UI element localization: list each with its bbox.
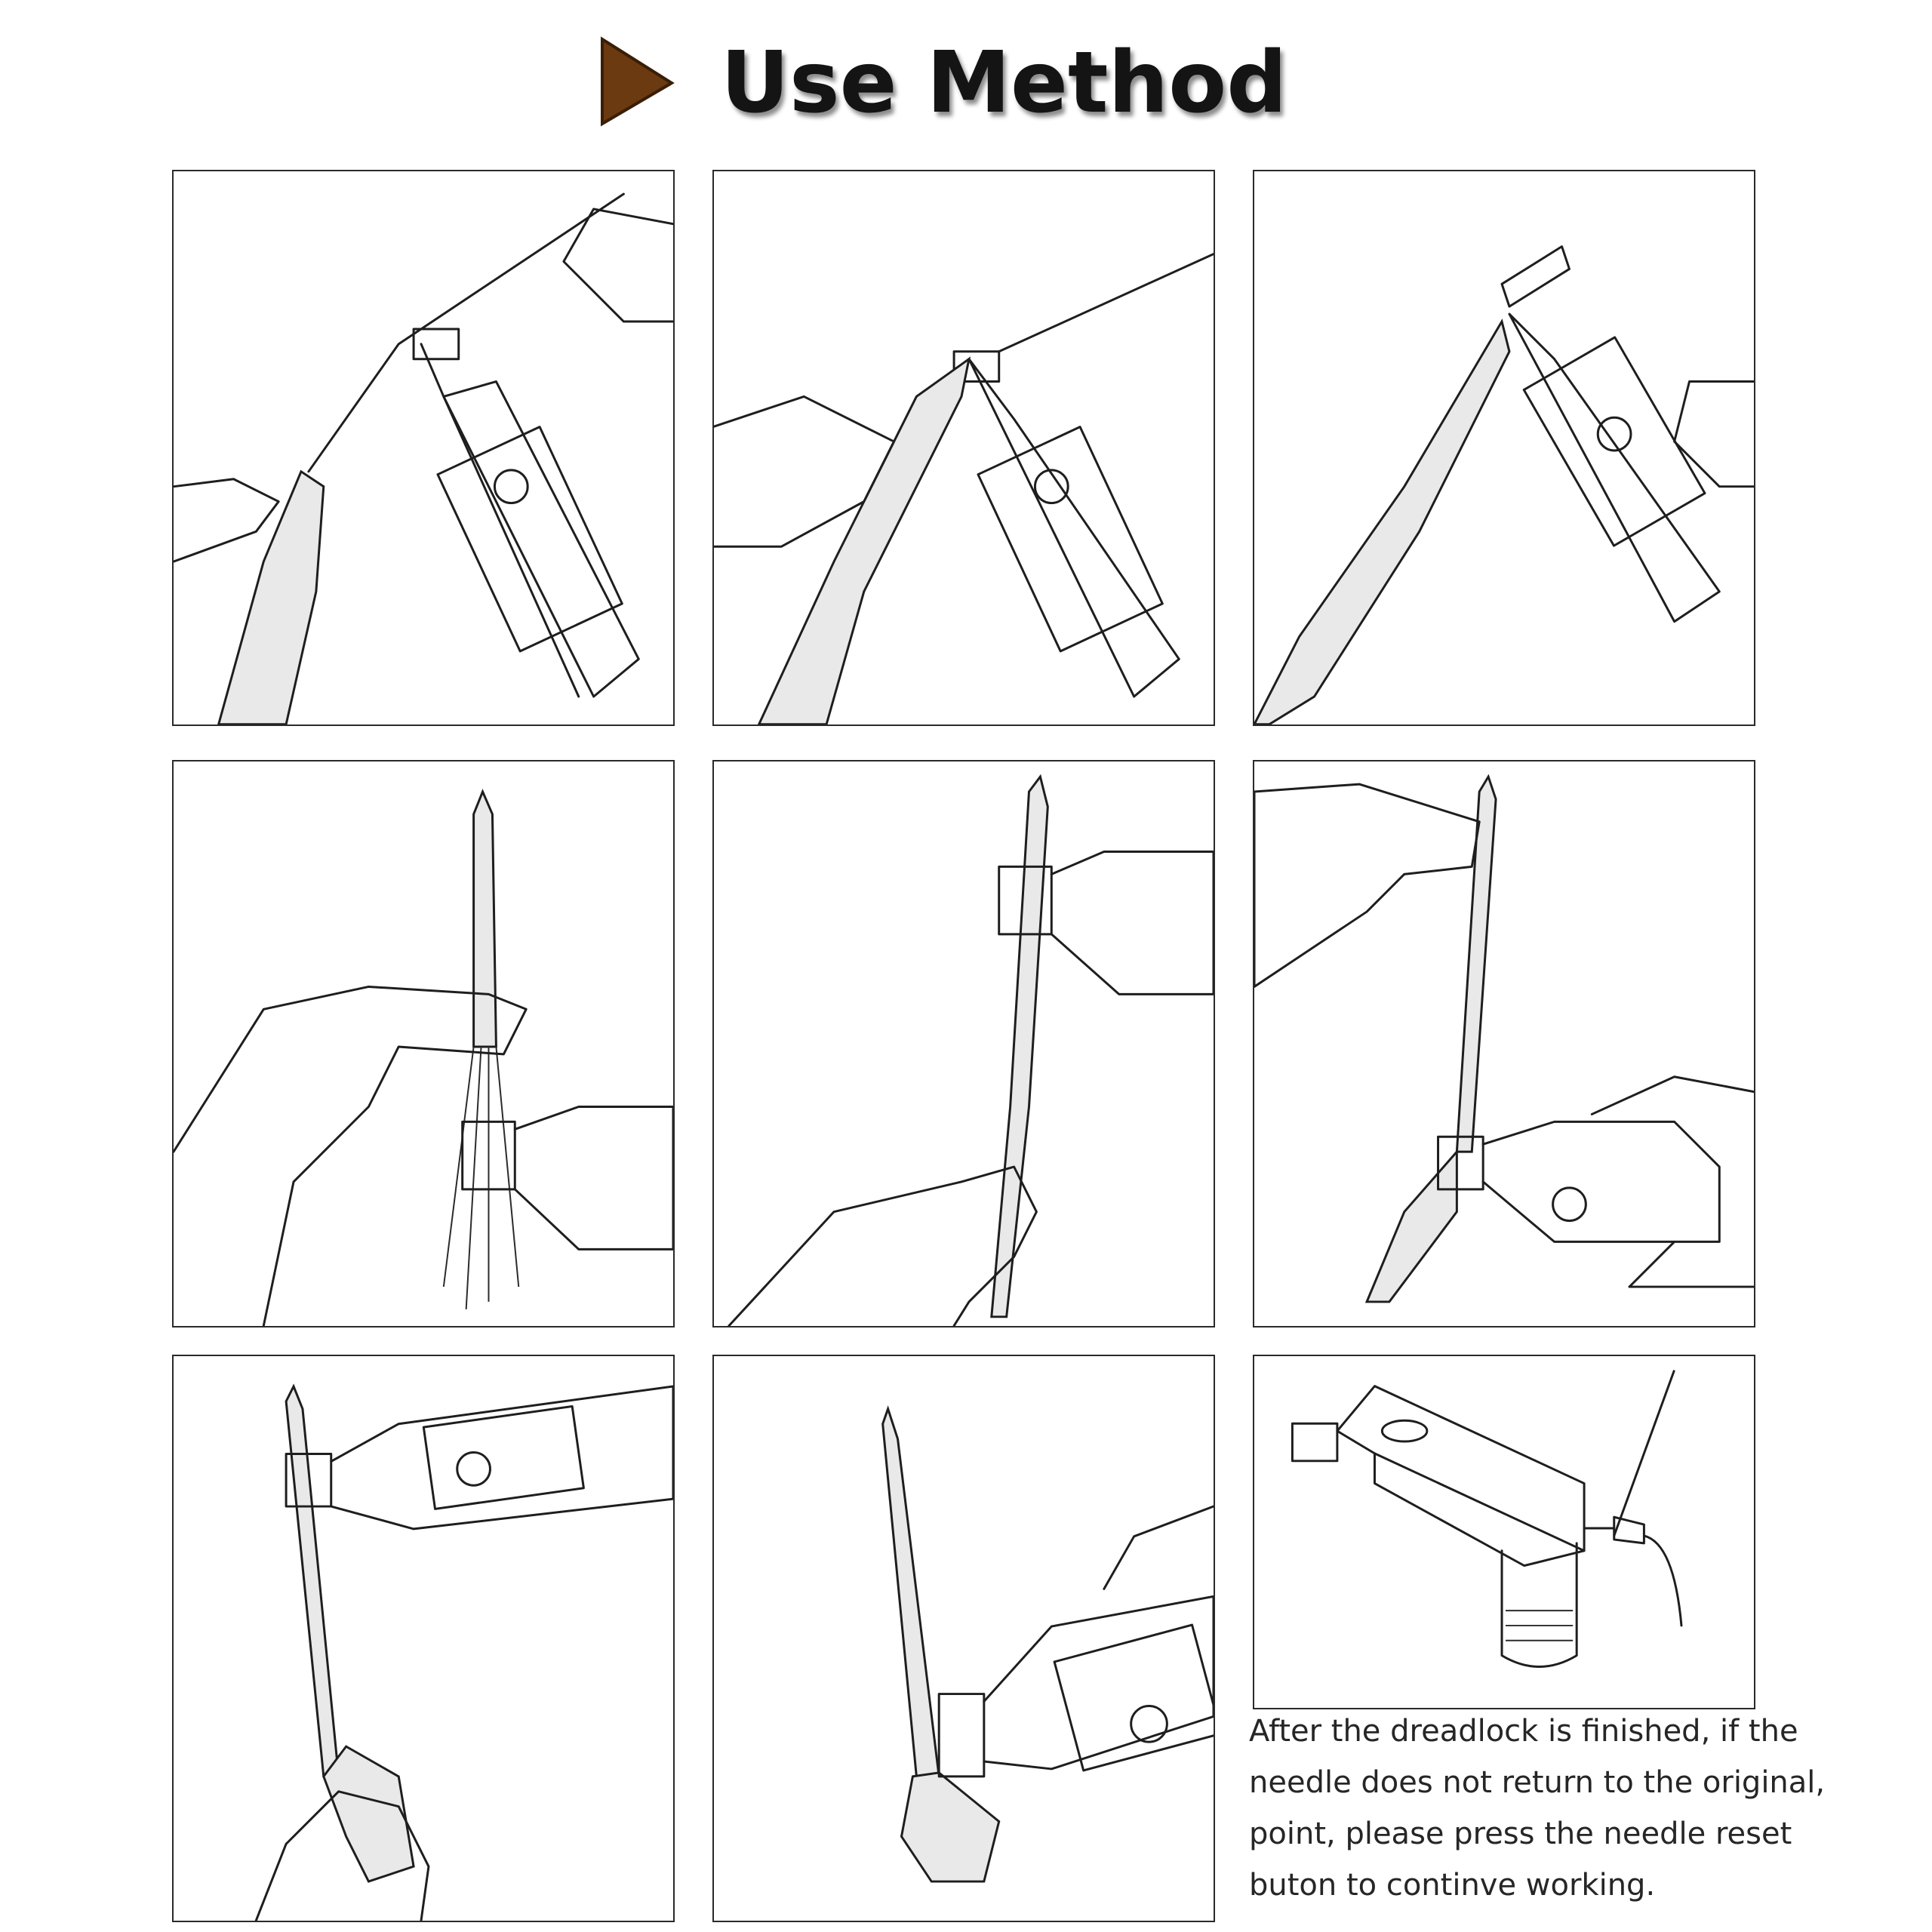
caption-line-4: buton to continve working. — [1249, 1868, 1656, 1903]
step-2-panel — [712, 170, 1215, 726]
step-5-panel — [712, 760, 1215, 1327]
tool-pull-hair-illustration — [714, 171, 1214, 724]
needle-reset-button-illustration — [1254, 1356, 1754, 1708]
caption-line-2: needle does not return to the original, — [1249, 1765, 1826, 1800]
step-8-panel — [712, 1355, 1215, 1922]
page-title: Use Method — [721, 34, 1287, 132]
step-6-panel — [1253, 760, 1755, 1327]
play-triangle-icon — [596, 36, 679, 127]
finished-dreadlock-illustration — [714, 1356, 1214, 1921]
reset-instructions — [1249, 1706, 1826, 1911]
tool-slide-down-dreadlock-illustration — [174, 1356, 673, 1921]
step-7-panel — [172, 1355, 675, 1922]
caption-line-1: After the dreadlock is finished, if the — [1249, 1714, 1798, 1749]
tool-needle-through-hair-illustration — [1254, 171, 1754, 724]
tool-top-dreadlock-illustration — [714, 761, 1214, 1326]
pinch-tip-tool-bottom-illustration — [1254, 761, 1754, 1326]
tool-insert-thread-illustration — [174, 171, 673, 724]
step-3-panel — [1253, 170, 1755, 726]
step-1-panel — [172, 170, 675, 726]
caption-line-3: point, please press the needle reset — [1249, 1817, 1792, 1851]
step-9-panel — [1253, 1355, 1755, 1709]
step-4-panel — [172, 760, 675, 1327]
hold-dreadlock-with-tool-illustration — [174, 761, 673, 1326]
